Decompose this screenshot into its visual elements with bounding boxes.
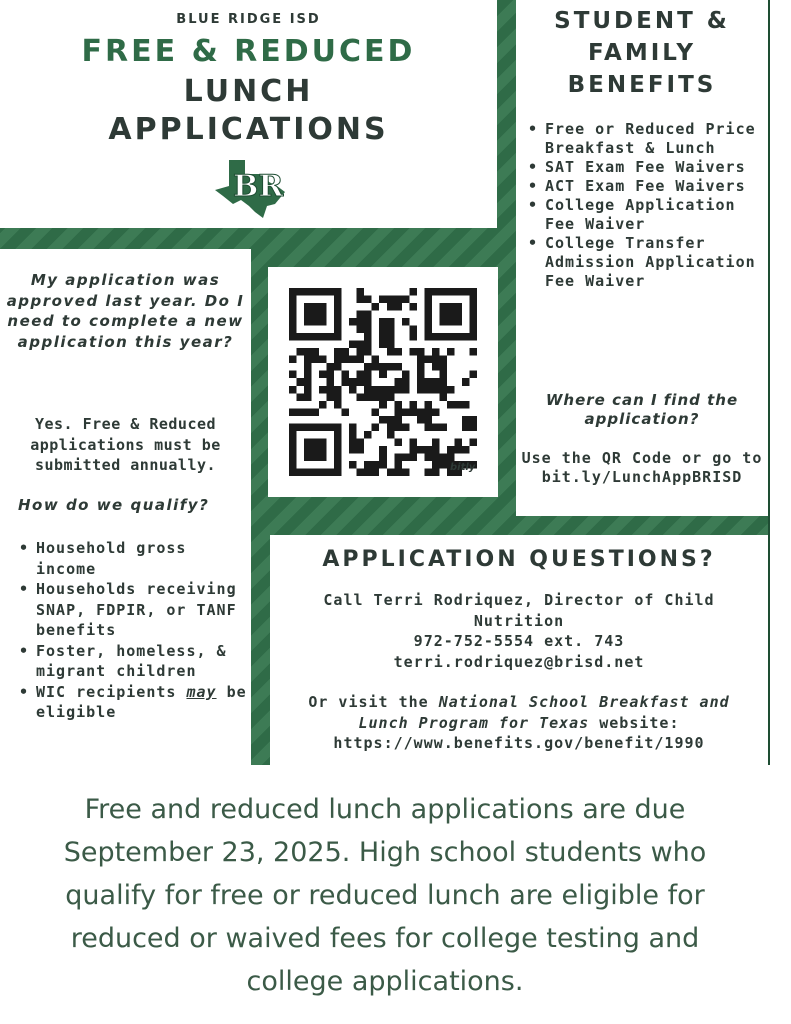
contact-email[interactable]: terri.rodriquez@brisd.net	[393, 652, 645, 671]
visit-program-a: National School Breakfast and	[438, 693, 730, 711]
faq-question: My application was approved last year. Do I need to complete a new application this year?	[6, 271, 245, 351]
contact-line-1: Call Terri Rodriquez, Director of Child	[323, 591, 715, 609]
wic-suffix: be eligible	[36, 682, 247, 721]
where-question: Where can I find the application?	[545, 391, 739, 428]
bitly-brand: bitly	[450, 462, 476, 473]
faq-answer: Yes. Free & Reduced applications must be submitted annually.	[30, 415, 221, 474]
caption-text: Free and reduced lunch applications are due September 23, 2025. High school students who qualify for free or reduced lunch are eligible for reduced or waived fees for college testing and college applications.	[63, 794, 707, 997]
benefit-item: • College Transfer Admission Application Fee Waiver	[526, 234, 766, 291]
benefits-panel	[516, 0, 768, 516]
visit-program-b: Lunch Program for Texas	[358, 713, 590, 732]
faq-panel	[0, 249, 251, 765]
logo-letter-b: BR	[233, 169, 284, 204]
spacer	[270, 672, 768, 692]
benefit-item: • Free or Reduced Price Breakfast & Lunch	[526, 120, 766, 158]
contact-phone[interactable]: 972-752-5554 ext. 743	[413, 632, 625, 650]
qualify-item-wic	[18, 682, 248, 723]
title-line-3: APPLICATIONS	[108, 112, 389, 147]
contact-line-2: Nutrition	[473, 611, 565, 630]
benefit-item: • SAT Exam Fee Waivers	[526, 158, 766, 177]
blue-ridge-logo-icon	[211, 156, 289, 222]
benefits-heading-3: BENEFITS	[567, 72, 717, 98]
visit-suffix: website:	[599, 713, 680, 732]
wic-prefix: WIC recipients	[36, 682, 177, 701]
where-answer[interactable]: Use the QR Code or go to bit.ly/LunchAppBRISD	[521, 449, 763, 486]
benefits-heading-1: STUDENT &	[554, 8, 730, 34]
benefit-item: • College Application Fee Waiver	[526, 196, 766, 234]
title-panel	[0, 0, 497, 228]
benefits-heading-2: FAMILY	[587, 40, 697, 66]
questions-body	[270, 590, 768, 754]
qr-code-icon[interactable]	[289, 288, 477, 476]
qualify-heading: How do we qualify?	[18, 496, 210, 514]
visit-line-1	[270, 692, 768, 713]
visit-prefix: Or visit the	[308, 693, 429, 711]
questions-heading: APPLICATION QUESTIONS?	[322, 547, 716, 572]
website-link[interactable]: https://www.benefits.gov/benefit/1990	[333, 734, 705, 752]
qualify-item: • Household gross income	[18, 538, 248, 579]
qualify-list	[18, 538, 248, 723]
benefits-list	[526, 120, 766, 291]
may-emphasis: may	[186, 682, 217, 701]
title-line-2: LUNCH	[183, 74, 314, 109]
title-line-1: FREE & REDUCED	[81, 34, 416, 69]
qr-panel	[268, 267, 498, 497]
qualify-item: • Households receiving SNAP, FDPIR, or TANF benefits	[18, 579, 248, 641]
questions-panel	[270, 535, 768, 765]
visit-line-2	[270, 713, 768, 734]
district-name: BLUE RIDGE ISD	[176, 12, 321, 27]
qualify-item: • Foster, homeless, & migrant children	[18, 641, 248, 682]
benefit-item: • ACT Exam Fee Waivers	[526, 177, 766, 196]
